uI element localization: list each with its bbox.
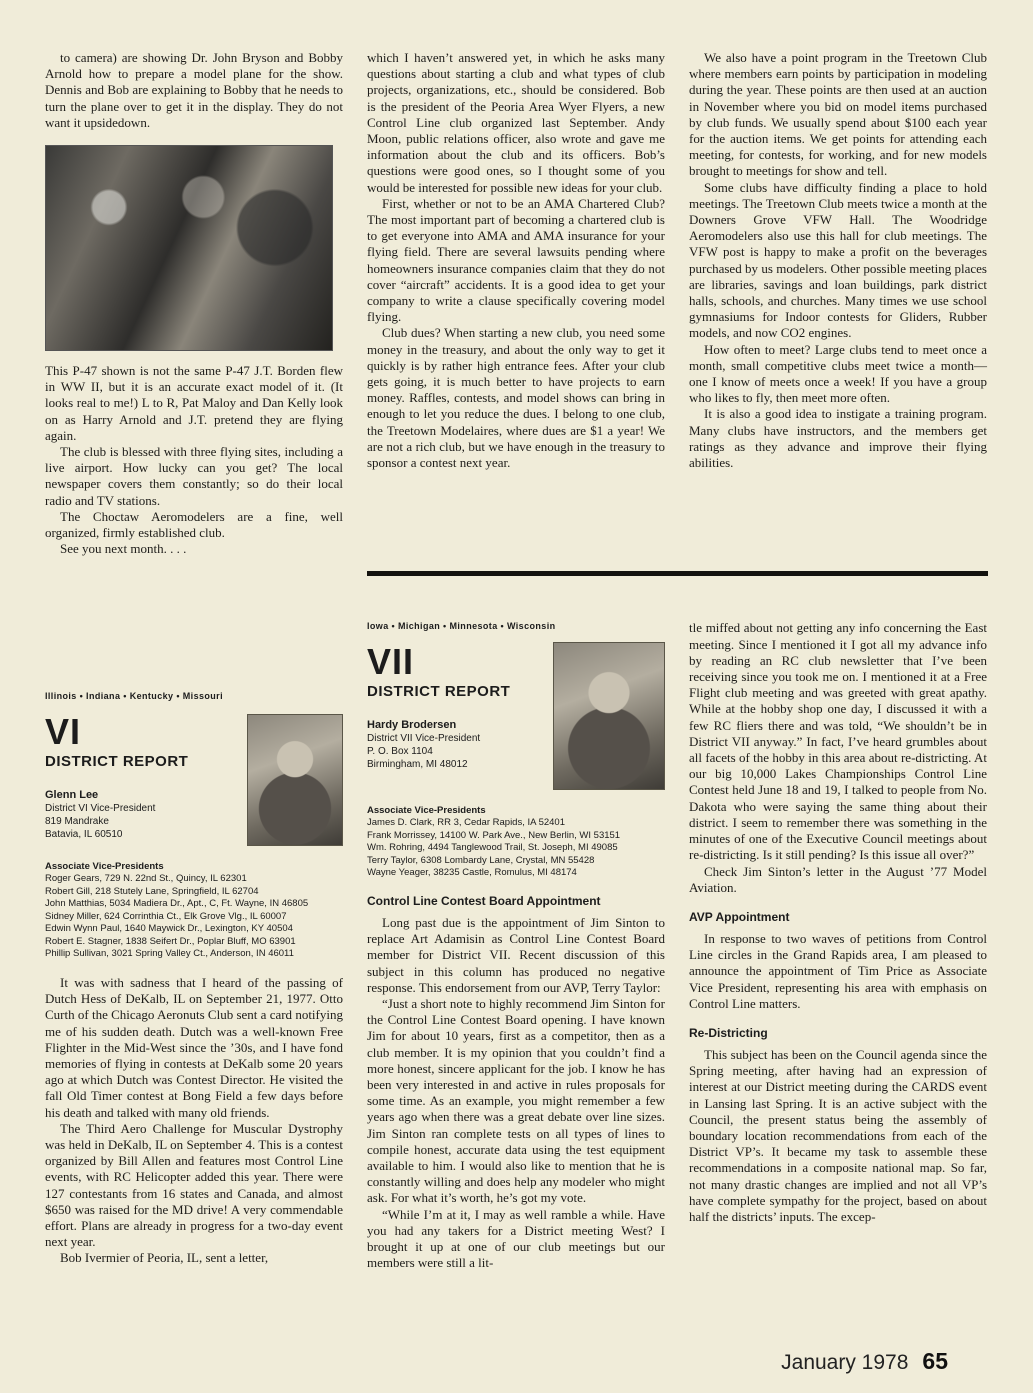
officer-line: Birmingham, MI 48012	[367, 759, 468, 771]
avp-entry: Sidney Miller, 624 Corrinthia Ct., Elk Grove Vlg., IL 60007	[45, 910, 287, 922]
district-7-states: Iowa • Michigan • Minnesota • Wisconsin	[367, 621, 556, 632]
paragraph: Long past due is the appointment of Jim Sinton to replace Art Adamisin as Control Line Contest Board member for District VII. Recent discussion of this subject in this column has produced no negative response. This endorsement from our AVP, Terry Taylor:	[367, 914, 665, 995]
district-6-avp-list	[45, 873, 343, 961]
caption-paragraph: The Choctaw Aeromodelers are a fine, well organized, firmly established club.	[45, 508, 343, 541]
district-7-numeral: VII	[367, 641, 415, 683]
district-6-header-left	[45, 708, 188, 841]
paragraph: Some clubs have difficulty finding a place to hold meetings. The Treetown Club meets twice a month at the Downers Grove VFW Hall. The Woodridge Aeromodelers also use this hall for club meetings. The VFW post is happy to make a profit on the beverages purchased by us modelers. Other possible meeting places are libraries, savings and loan buildings, park district halls, schools, and churches. Many times we use school gymnasiums for Indoor contests for Gliders, Rubber models, and now CO2 engines.	[689, 179, 987, 341]
officer-line: District VII Vice-President	[367, 733, 481, 745]
paragraph: which I haven’t answered yet, in which he asks many questions about starting a club and what types of club projects, organizations, etc., should be considered. Bob is the president of the Peoria Area Wyer Flyers, a new Control Line club organized last September. Andy Moon, public relations officer, also wrote and gave me information about the club and its officers. Bob’s questions were good ones, so I thought some of you would be interested for possible new ideas for your club.	[367, 50, 665, 195]
district-7-avp-block	[367, 804, 665, 880]
glenn-lee-photo	[247, 714, 343, 846]
paragraph: How often to meet? Large clubs tend to meet once a month, small competitive clubs meet twice a month—one I know of meets once a week! If you have a group who likes to fly, then meet more often.	[689, 341, 987, 406]
redistricting-heading: Re-Districting	[689, 1025, 768, 1040]
caption-paragraph: The club is blessed with three flying sites, including a live airport. How lucky can you get? The local newspaper covers them constantly; so do their local radio and TV stations.	[45, 444, 343, 508]
officer-line: Glenn Lee	[45, 789, 99, 802]
avp-entry: Phillip Sullivan, 3021 Spring Valley Ct., Anderson, IN 46011	[45, 948, 294, 960]
avp-entry: Robert E. Stagner, 1838 Seifert Dr., Poplar Bluff, MO 63901	[45, 935, 296, 947]
page-footer	[781, 1348, 948, 1375]
district-6-numeral: VI	[45, 711, 82, 753]
top-column-3	[689, 50, 987, 557]
district-6-header	[45, 708, 343, 846]
district-7-column	[367, 620, 665, 1271]
bottom-section	[45, 620, 988, 1271]
clcb-appointment-heading: Control Line Contest Board Appointment	[367, 893, 601, 908]
district-6-paragraphs	[45, 975, 343, 1267]
photo-caption-group	[45, 363, 343, 557]
caption-paragraph: This P-47 shown is not the same P-47 J.T. Borden flew in WW II, but it is an accurate exact model of it. (It looks real to me!) L to R, Pat Maloy and Dan Kelly look on as Harry Arnold and J.T. pretend they are flying again.	[45, 363, 343, 443]
section-divider-rule	[367, 571, 988, 576]
officer-line: P. O. Box 1104	[367, 746, 433, 758]
officer-line: 819 Mandrake	[45, 816, 109, 828]
top-column-2	[367, 50, 665, 557]
avp-appointment-heading: AVP Appointment	[689, 909, 790, 924]
district-6-avp-heading: Associate Vice-Presidents	[45, 861, 164, 873]
district-7-avp-list	[367, 817, 665, 880]
paragraph: tle miffed about not getting any info concerning the East meeting. Since I mentioned it I got all my advance info by reading an RC club newsletter that I’ve been receiving since you took me on. I mentioned it at a Free Flight club meeting and was greeted with great apathy. While at the hobby shop one day, I discussed it with a few RC fliers there and was told, “We shouldn’t be in District VII anyway.” In fact, I’ve heard grumbles about all facets of the hobby in this area about re-districting. At our big 10,000 Lakes Championships Control Line Contest held June 18 and 19, I talked to people from No. Dakota who were saying the same thing about their district. I seem to remember there was something in the minutes of one of the Executive Council meetings about re-districting. Is it still pending? Is this issue all over?”	[689, 620, 987, 863]
avp-entry: Roger Gears, 729 N. 22nd St., Quincy, IL 62301	[45, 873, 247, 885]
district-6-column	[45, 620, 343, 1271]
district-6-report-title: DISTRICT REPORT	[45, 753, 189, 771]
hardy-brodersen-photo	[553, 642, 665, 790]
officer-line: Batavia, IL 60510	[45, 829, 123, 841]
district-6-states: Illinois • Indiana • Kentucky • Missouri	[45, 691, 223, 702]
avp-entry: Wayne Yeager, 38235 Castle, Romulus, MI 48174	[367, 867, 577, 879]
paragraph: First, whether or not to be an AMA Chartered Club? The most important part of becoming a chartered club is to get everyone into AMA and AMA insurance for your flying field. There are several lawsuits pending where homeowners insurance companies claim that they do not cover “aircraft” accidents. It is a good idea to get your company to write a clause specifically covering model flying.	[367, 195, 665, 325]
officer-line: District VI Vice-President	[45, 803, 156, 815]
redistricting-paragraphs	[689, 1047, 987, 1225]
avp-entry: Edwin Wynn Paul, 1640 Maywick Dr., Lexington, KY 40504	[45, 923, 293, 935]
column3-paragraphs	[689, 50, 987, 471]
officer-line: Hardy Brodersen	[367, 719, 457, 732]
continuation-paragraphs	[689, 620, 987, 895]
paragraph: In response to two waves of petitions from Control Line circles in the Grand Rapids area, I am pleased to announce the appointment of Tim Price as Associate Vice President, representing his area with emphasis on Control Line matters.	[689, 930, 987, 1011]
top-section	[45, 50, 988, 557]
column2-paragraphs	[367, 50, 665, 471]
avp-appointment-paragraphs	[689, 931, 987, 1012]
paragraph: “While I’m at it, I may as well ramble a while. Have you had any takers for a District meeting West? I brought it up at one of our club meetings but our members were still a lit-	[367, 1206, 665, 1271]
avp-entry: John Matthias, 5034 Madiera Dr., Apt., C, Ft. Wayne, IN 46805	[45, 898, 309, 910]
district-6-avp-block	[45, 860, 343, 961]
district-7-header-left	[367, 638, 510, 771]
district-6-officer-info	[45, 789, 188, 841]
caption-paragraph: See you next month. . . .	[60, 541, 187, 557]
district-7-paragraphs	[367, 915, 665, 1271]
district-7-officer-info	[367, 719, 510, 771]
paragraph: The Third Aero Challenge for Muscular Dystrophy was held in DeKalb, IL on September 4. This is a contest organized by Bill Allen and features most Control Line events, with RC Helicopter added this year. There were 127 contestants from 16 states and Canada, and almost $650 was raised for the MD drive! A very commendable effort. Plans are already in progress for a two-day event next year.	[45, 1120, 343, 1250]
paragraph: It is also a good idea to instigate a training program. Many clubs have instructors, and the members get ratings as they advance and improve their flying abilities.	[689, 406, 987, 471]
avp-entry: Wm. Rohring, 4494 Tanglewood Trail, St. Joseph, MI 49085	[367, 842, 618, 854]
paragraph: Club dues? When starting a new club, you need some money in the treasury, and about the only way to get it quickly is by rather high entrance fees. After your club gets going, it is much better to have projects to earn money. Raffles, contests, and model shows can bring in enough to let you reduce the dues. I belong to one club, the Treetown Modelaires, where dues are $1 a year! We are not a rich club, but we have enough in the treasury to sponsor a contest next year.	[367, 325, 665, 471]
paragraph: We also have a point program in the Treetown Club where members earn points by participation in modeling during the year. These points are then used at an auction in November where you bid on model items purchased by club funds. We usually spend about $100 each year for the auction items. We get points for attending each meeting, for contests, for working, and for new models brought to meetings for show and tell.	[689, 50, 987, 179]
paragraph: This subject has been on the Council agenda since the Spring meeting, after having had an expression of interest at our District meeting during the CARDS event in Lansing last Spring. It is an active subject with the Council, the present status being the assembly of boundary location recommendations from each of the District VP’s. It became my task to assemble these recommendations in a composite national map. So far, not many drastic changes are implied and not all VP’s have complete sympathy for the project, based on about half the districts’ inputs. The excep-	[689, 1046, 987, 1224]
bottom-column-3	[689, 620, 987, 1271]
paragraph: Bob Ivermier of Peoria, IL, sent a letter,	[60, 1250, 269, 1266]
paragraph: It was with sadness that I heard of the passing of Dutch Hess of DeKalb, IL on September 21, 1977. Otto Curth of the Chicago Aeronuts Club sent a card notifying me of his sudden death. Dutch was a well-known Free Flighter in the Mid-West since the ’30s, and I have fond memories of flying in contests at DeKalb some 20 years ago at which Dutch was Contest Director. He visited the fall Old Timer contest at Bong Field a few days before his death and talked with many old friends.	[45, 974, 343, 1120]
issue-date: January 1978	[781, 1351, 909, 1374]
district-7-header	[367, 638, 665, 790]
district-7-avp-heading: Associate Vice-Presidents	[367, 805, 486, 817]
page-number: 65	[922, 1348, 948, 1374]
district-7-report-title: DISTRICT REPORT	[367, 683, 511, 701]
paragraph: “Just a short note to highly recommend Jim Sinton for the Control Line Contest Board opening. I have known Jim for about 10 years, first as a competitor, then as a club member. It is my opinion that you couldn’t find a more honest, sincere applicant for the job. I know he has been very interested in and active in rules proposals for some time. As an example, you might remember a few years ago when there was a great debate over line sizes. Jim Sinton ran complete tests on all types of lines to compile honest, accurate data using the test equipment available to him. I would also like to mention that he is constantly willing and does help any modeler who might ask. For what it’s worth, he’s got my vote.	[367, 995, 665, 1206]
avp-entry: James D. Clark, RR 3, Cedar Rapids, IA 52401	[367, 817, 566, 829]
avp-entry: Robert Gill, 218 Stutely Lane, Springfield, IL 62704	[45, 885, 259, 897]
avp-entry: Frank Morrissey, 14100 W. Park Ave., New Berlin, WI 53151	[367, 829, 621, 841]
intro-paragraph: to camera) are showing Dr. John Bryson and Bobby Arnold how to prepare a model plane for the show. Dennis and Bob are explaining to Bobby that he needs to turn the plane over to get it in the display. They do not want it upsidedown.	[45, 50, 343, 130]
avp-entry: Terry Taylor, 6308 Lombardy Lane, Crystal, MN 55428	[367, 854, 595, 866]
top-column-1	[45, 50, 343, 557]
paragraph: Check Jim Sinton’s letter in the August ’77 Model Aviation.	[689, 863, 987, 895]
club-show-photo	[45, 145, 333, 351]
